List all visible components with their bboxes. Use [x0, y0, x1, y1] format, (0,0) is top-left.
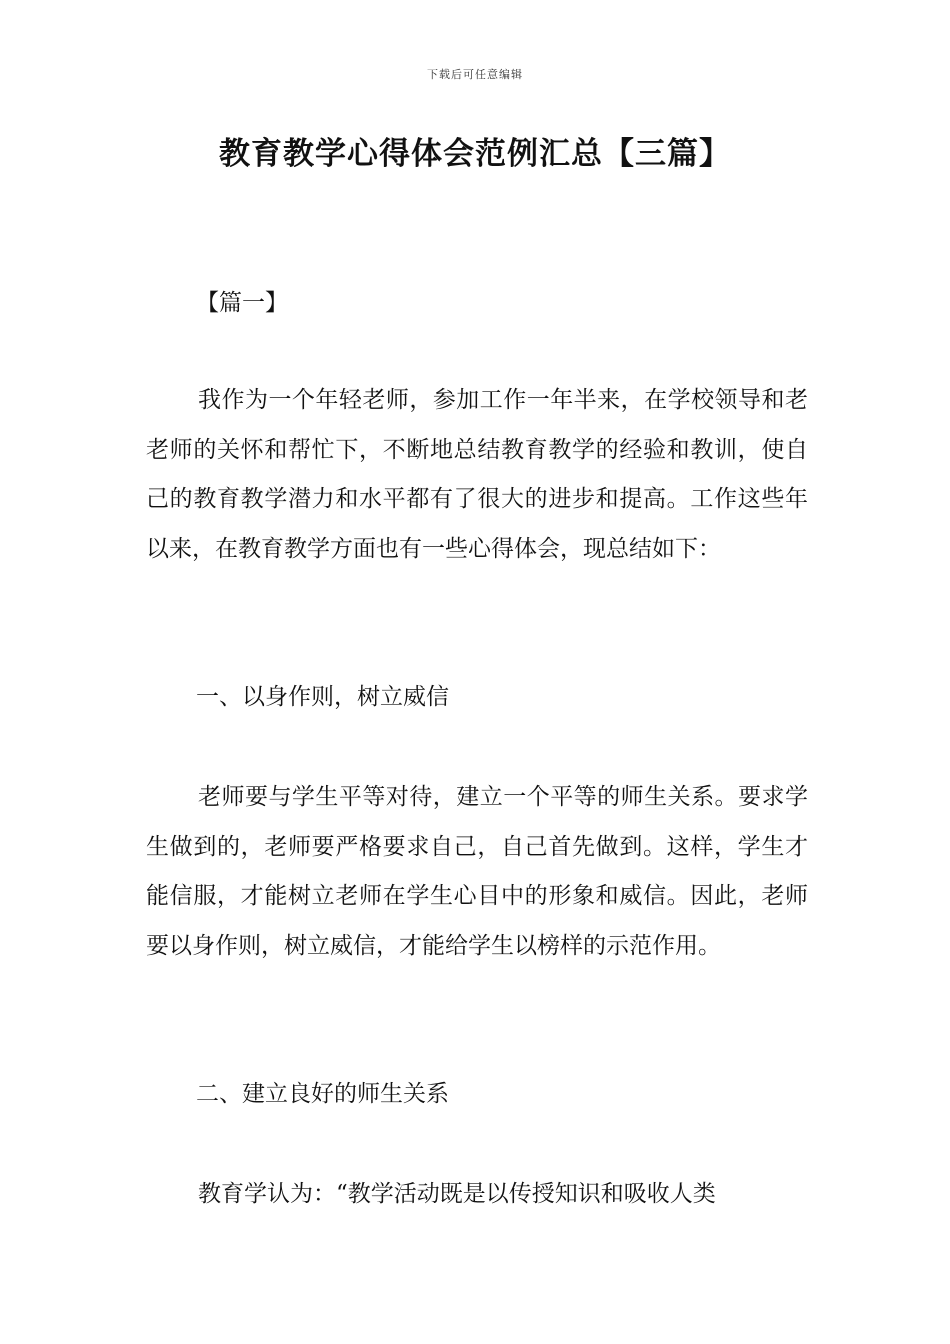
section-heading-1: 一、以身作则，树立威信 — [196, 684, 449, 710]
section-tag: 【篇一】 — [196, 290, 288, 316]
intro-paragraph: 我作为一个年轻老师，参加工作一年半来，在学校领导和老老师的关怀和帮忙下，不断地总结教育教学的经验和教训，使自己的教育教学潜力和水平都有了很大的进步和提高。工作这些年以来，在教育教学方面也有一些心得体会，现总结如下： — [146, 387, 808, 562]
watermark-header: 下载后可任意编辑 — [427, 68, 523, 81]
section-heading-2: 二、建立良好的师生关系 — [196, 1081, 449, 1107]
body-paragraph-2: 教育学认为：“教学活动既是以传授知识和吸收人类 — [198, 1181, 716, 1207]
body-paragraph-1: 老师要与学生平等对待，建立一个平等的师生关系。要求学生做到的，老师要严格要求自己，自己首先做到。这样，学生才能信服，才能树立老师在学生心目中的形象和威信。因此，老师要以身作则，树立威信，才能给学生以榜样的示范作用。 — [146, 784, 808, 959]
document-title: 教育教学心得体会范例汇总【三篇】 — [219, 136, 731, 172]
